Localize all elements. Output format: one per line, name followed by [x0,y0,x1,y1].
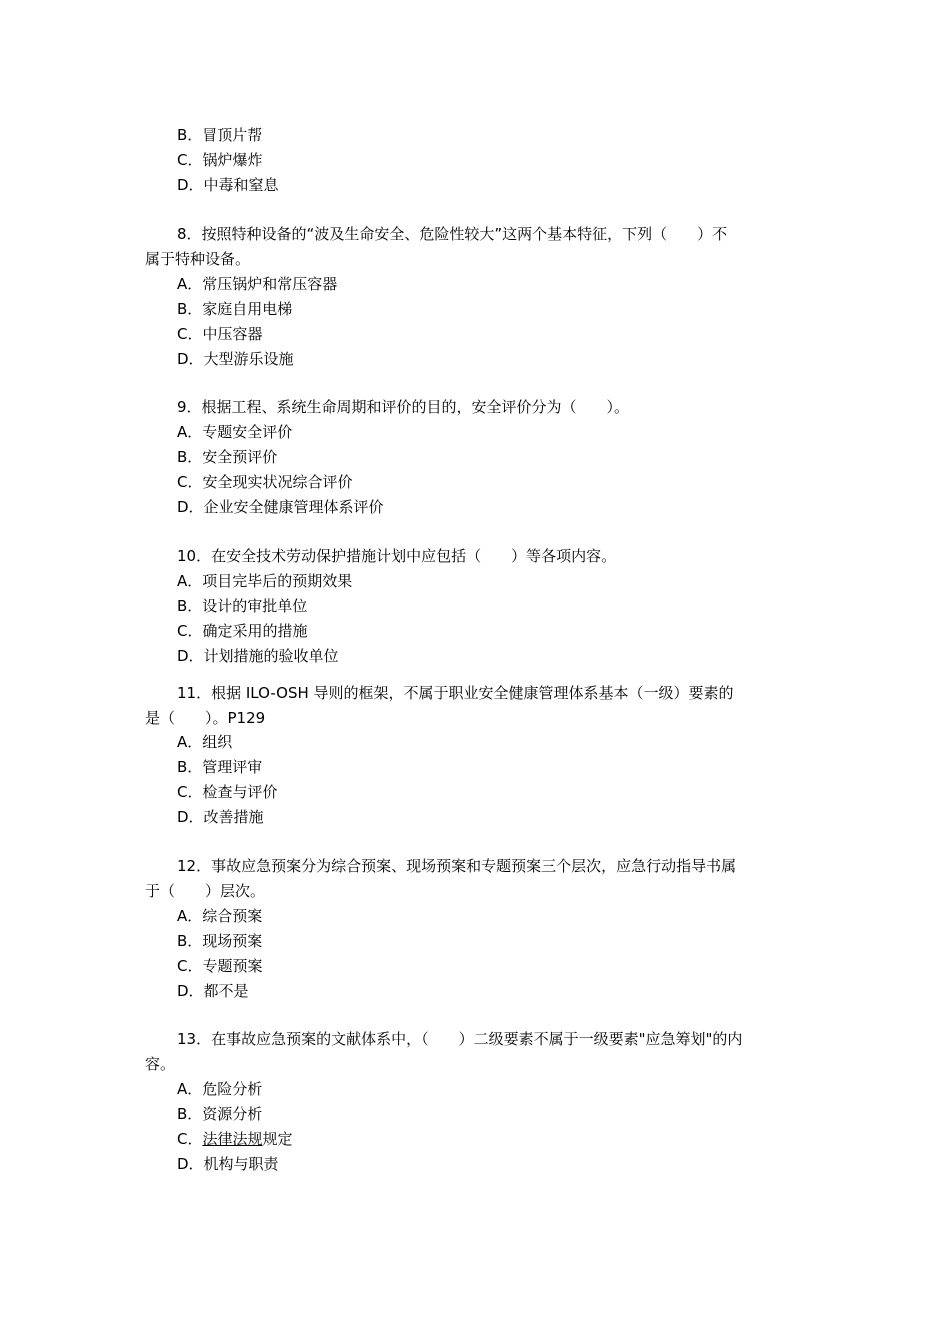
option-9a: A．专题安全评价 [177,423,293,441]
option-10d: D．计划措施的验收单位 [177,647,339,665]
option-13c-letter: C． [177,1130,203,1148]
option-11c: C．检查与评价 [177,783,278,801]
option-9c: C．安全现实状况综合评价 [177,473,353,491]
question-11-line-2: 是（ ）。P129 [145,709,266,727]
option-11b: B．管理评审 [177,758,263,776]
option-10c: C．确定采用的措施 [177,622,308,640]
option-9b: B．安全预评价 [177,448,278,466]
option-7b: B．冒顶片帮 [177,126,263,144]
option-7c: C．锅炉爆炸 [177,151,263,169]
option-10b: B．设计的审批单位 [177,597,308,615]
option-12a: A．综合预案 [177,907,263,925]
option-12b: B．现场预案 [177,932,263,950]
option-13c [177,1127,293,1152]
option-10a: A．项目完毕后的预期效果 [177,572,353,590]
question-10: 10．在安全技术劳动保护措施计划中应包括（ ）等各项内容。 [177,547,617,565]
option-11d: D．改善措施 [177,808,264,826]
option-8d: D．大型游乐设施 [177,350,294,368]
option-13a: A．危险分析 [177,1080,263,1098]
option-8b: B．家庭自用电梯 [177,300,293,318]
question-9: 9．根据工程、系统生命周期和评价的目的，安全评价分为（ ）。 [177,398,630,416]
question-13-line-2: 容。 [145,1055,176,1073]
option-13c-suffix: 规定 [262,1130,293,1148]
question-13-line-1: 13．在事故应急预案的文献体系中，（ ）二级要素不属于一级要素"应急筹划"的内 [177,1030,743,1048]
option-8a: A．常压锅炉和常压容器 [177,275,338,293]
option-13d: D．机构与职责 [177,1155,279,1173]
question-11-line-1: 11．根据 ILO-OSH 导则的框架，不属于职业安全健康管理体系基本（一级）要素的 [177,684,734,702]
option-13b: B．资源分析 [177,1105,263,1123]
option-11a: A．组织 [177,733,233,751]
option-12c: C．专题预案 [177,957,263,975]
option-13c-link[interactable]: 法律法规 [202,1130,263,1148]
question-12-line-1: 12．事故应急预案分为综合预案、现场预案和专题预案三个层次，应急行动指导书属 [177,857,737,875]
question-8-line-2: 属于特种设备。 [145,250,251,268]
question-8-line-1: 8．按照特种设备的“波及生命安全、危险性较大”这两个基本特征，下列（ ）不 [177,225,728,243]
option-9d: D．企业安全健康管理体系评价 [177,498,384,516]
option-8c: C．中压容器 [177,325,263,343]
option-12d: D．都不是 [177,982,249,1000]
option-7d: D．中毒和窒息 [177,176,279,194]
question-12-line-2: 于（ ）层次。 [145,882,266,900]
